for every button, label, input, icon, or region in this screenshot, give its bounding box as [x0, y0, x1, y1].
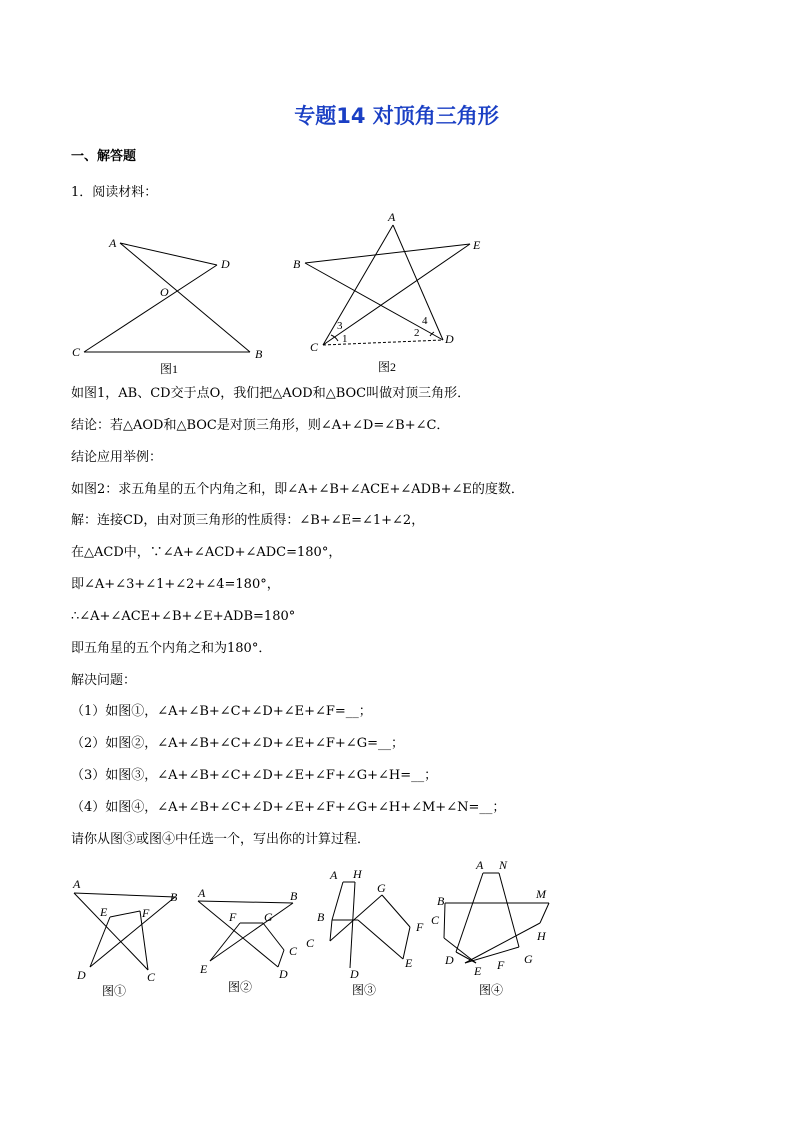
fig2-angle-3: 3: [337, 320, 343, 332]
figb-label-a: A: [198, 886, 206, 900]
figa-label-a: A: [73, 877, 81, 891]
figa-label-f: F: [142, 906, 150, 920]
page-title: 专题14 对顶角三角形: [294, 104, 499, 128]
figb-label-b: B: [290, 889, 298, 903]
fig2-angle-1: 1: [342, 333, 348, 345]
figa-label-b: B: [170, 890, 178, 904]
figure-circle-1: [74, 893, 175, 970]
figd-label-h: H: [537, 929, 546, 943]
fig1-label-b: B: [255, 347, 263, 361]
figc-label-h: H: [353, 867, 362, 881]
fig2-label-b: B: [293, 257, 301, 271]
figc-label-a: A: [330, 868, 338, 882]
fig2-angle-2: 2: [414, 327, 420, 339]
fig2-label-c: C: [310, 340, 319, 354]
fig1-caption: 图1: [160, 362, 179, 376]
figd-label-e: E: [474, 964, 482, 978]
figd-label-m: M: [536, 887, 546, 901]
fig2-label-e: E: [473, 238, 481, 252]
figd-caption: 图④: [479, 983, 504, 997]
fig1-label-a: A: [109, 236, 117, 250]
figb-label-d: D: [279, 967, 288, 981]
question-instruction: 请你从图③或图④中任选一个，写出你的计算过程．: [71, 832, 371, 847]
figd-label-b: B: [437, 894, 445, 908]
figb-label-c: C: [289, 944, 298, 958]
figc-label-c: C: [306, 936, 315, 950]
text-line-3: 结论应用举例：: [71, 450, 163, 465]
question-2: （2）如图②，∠A+∠B+∠C+∠D+∠E+∠F+∠G=__；: [71, 736, 404, 751]
figb-label-f: F: [229, 910, 237, 924]
figc-caption: 图③: [352, 983, 377, 997]
fig2-label-d: D: [445, 332, 454, 346]
figd-label-f: F: [497, 958, 505, 972]
question-4: （4）如图④，∠A+∠B+∠C+∠D+∠E+∠F+∠G+∠H+∠M+∠N=__；: [71, 800, 506, 815]
figd-label-g: G: [524, 952, 533, 966]
figures-bottom: [60, 855, 580, 1005]
figb-caption: 图②: [228, 980, 253, 994]
figd-label-n: N: [499, 858, 508, 872]
section-heading: 一、解答题: [71, 149, 137, 164]
figure-circle-4: [444, 873, 549, 963]
figa-label-e: E: [100, 905, 108, 919]
figc-label-e: E: [405, 956, 413, 970]
text-line-6: 在△ACD中，∵∠A+∠ACD+∠ADC=180°，: [71, 545, 342, 560]
text-line-5: 解：连接CD，由对顶三角形的性质得：∠B+∠E=∠1+∠2，: [71, 513, 425, 528]
figa-label-c: C: [147, 970, 156, 984]
text-line-9: 即五角星的五个内角之和为180°．: [71, 641, 272, 656]
figc-label-d: D: [350, 967, 359, 981]
text-line-1: 如图1，AB、CD交于点O，我们把△AOD和△BOC叫做对顶三角形．: [71, 386, 471, 401]
fig1-label-o: O: [160, 285, 169, 299]
figure-circle-3: [330, 882, 410, 968]
figb-label-e: E: [200, 962, 208, 976]
text-line-4: 如图2：求五角星的五个内角之和，即∠A+∠B+∠ACE+∠ADB+∠E的度数．: [71, 482, 524, 497]
question-3: （3）如图③，∠A+∠B+∠C+∠D+∠E+∠F+∠G+∠H=__；: [71, 768, 438, 783]
figb-label-g: G: [264, 910, 273, 924]
figc-label-f: F: [416, 920, 424, 934]
figc-label-b: B: [317, 910, 325, 924]
text-line-8: ∴∠A+∠ACE+∠B+∠E+ADB=180°: [71, 609, 296, 624]
figc-label-g: G: [377, 881, 386, 895]
figd-label-d: D: [445, 953, 454, 967]
text-line-2: 结论：若△AOD和△BOC是对顶三角形，则∠A+∠D=∠B+∠C．: [71, 418, 450, 433]
figd-label-c: C: [431, 913, 440, 927]
figa-caption: 图①: [102, 984, 127, 998]
figd-label-a: A: [476, 858, 484, 872]
figa-label-d: D: [77, 968, 86, 982]
fig1-label-d: D: [221, 257, 230, 271]
problem-intro: 1．阅读材料：: [71, 185, 158, 200]
fig2-angle-4: 4: [422, 315, 428, 327]
fig1-label-c: C: [72, 345, 81, 359]
text-line-7: 即∠A+∠3+∠1+∠2+∠4=180°，: [71, 577, 280, 592]
question-1: （1）如图①，∠A+∠B+∠C+∠D+∠E+∠F=__；: [71, 704, 372, 719]
text-line-10: 解决问题：: [71, 673, 137, 688]
figure-circle-2: [198, 901, 293, 967]
figures-top: [60, 205, 500, 380]
fig2-caption: 图2: [378, 360, 397, 374]
figure-2: [305, 225, 470, 345]
fig2-label-a: A: [388, 210, 396, 224]
